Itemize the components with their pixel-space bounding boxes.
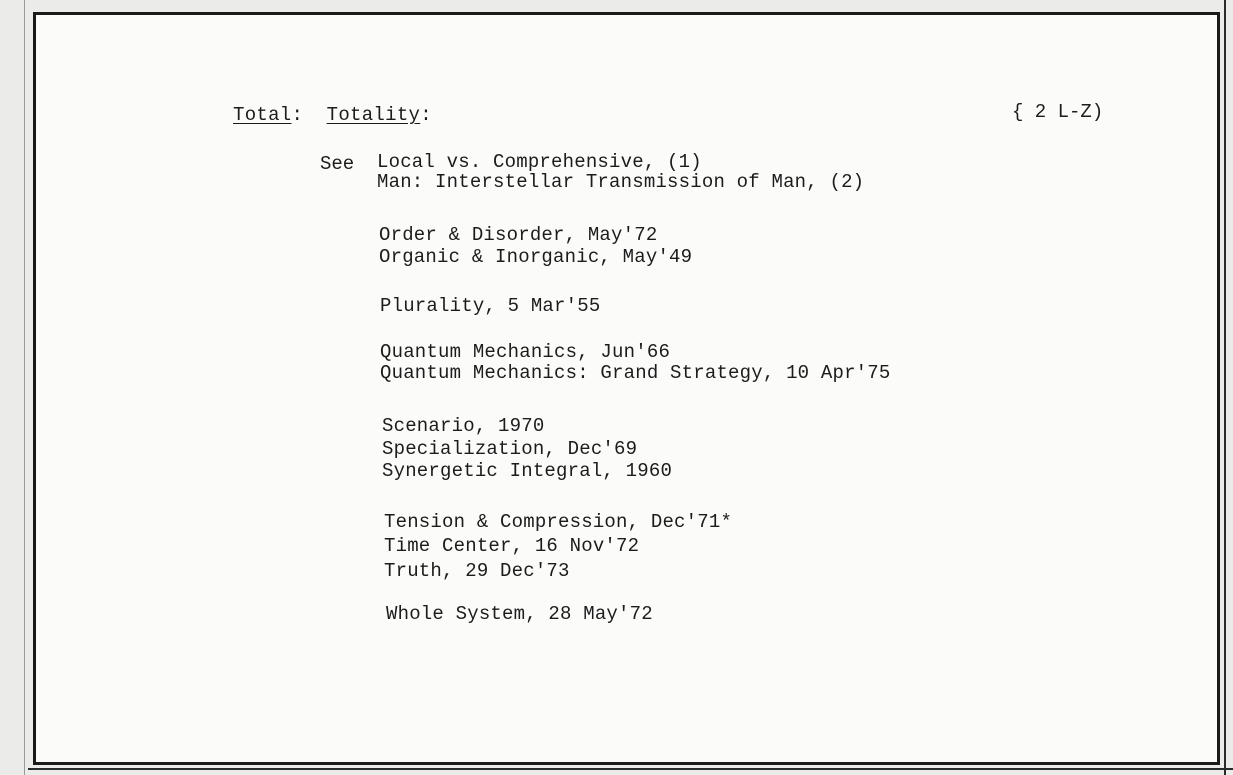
card-code: { 2 L-Z) bbox=[1012, 101, 1104, 123]
entry-time-center: Time Center, 16 Nov'72 bbox=[384, 535, 640, 557]
entry-whole-system: Whole System, 28 May'72 bbox=[386, 603, 653, 625]
entry-tension-compression: Tension & Compression, Dec'71* bbox=[384, 511, 733, 533]
entry-interstellar-transmission: Man: Interstellar Transmission of Man, (2) bbox=[377, 171, 865, 193]
heading-totality: Totality bbox=[326, 104, 421, 126]
entry-plurality: Plurality, 5 Mar'55 bbox=[380, 295, 601, 317]
entry-scenario: Scenario, 1970 bbox=[382, 415, 545, 437]
entry-truth: Truth, 29 Dec'73 bbox=[384, 560, 570, 582]
heading-total: Total bbox=[233, 104, 292, 126]
entry-quantum-mechanics: Quantum Mechanics, Jun'66 bbox=[380, 341, 671, 363]
entry-quantum-mechanics-grand-strategy: Quantum Mechanics: Grand Strategy, 10 Apr'75 bbox=[380, 362, 891, 384]
card-heading bbox=[233, 104, 432, 126]
index-card bbox=[33, 12, 1220, 765]
scan-left-rule bbox=[24, 0, 25, 775]
heading-colon: : bbox=[420, 104, 432, 126]
entry-local-vs-comprehensive: Local vs. Comprehensive, (1) bbox=[377, 151, 702, 173]
entry-synergetic-integral: Synergetic Integral, 1960 bbox=[382, 460, 673, 482]
scan-bottom-rule bbox=[28, 768, 1233, 770]
entry-specialization: Specialization, Dec'69 bbox=[382, 438, 638, 460]
heading-separator: : bbox=[291, 104, 315, 126]
scan-right-rule bbox=[1224, 0, 1226, 775]
entry-order-disorder: Order & Disorder, May'72 bbox=[379, 224, 658, 246]
entry-organic-inorganic: Organic & Inorganic, May'49 bbox=[379, 246, 693, 268]
see-label: See bbox=[320, 153, 355, 175]
